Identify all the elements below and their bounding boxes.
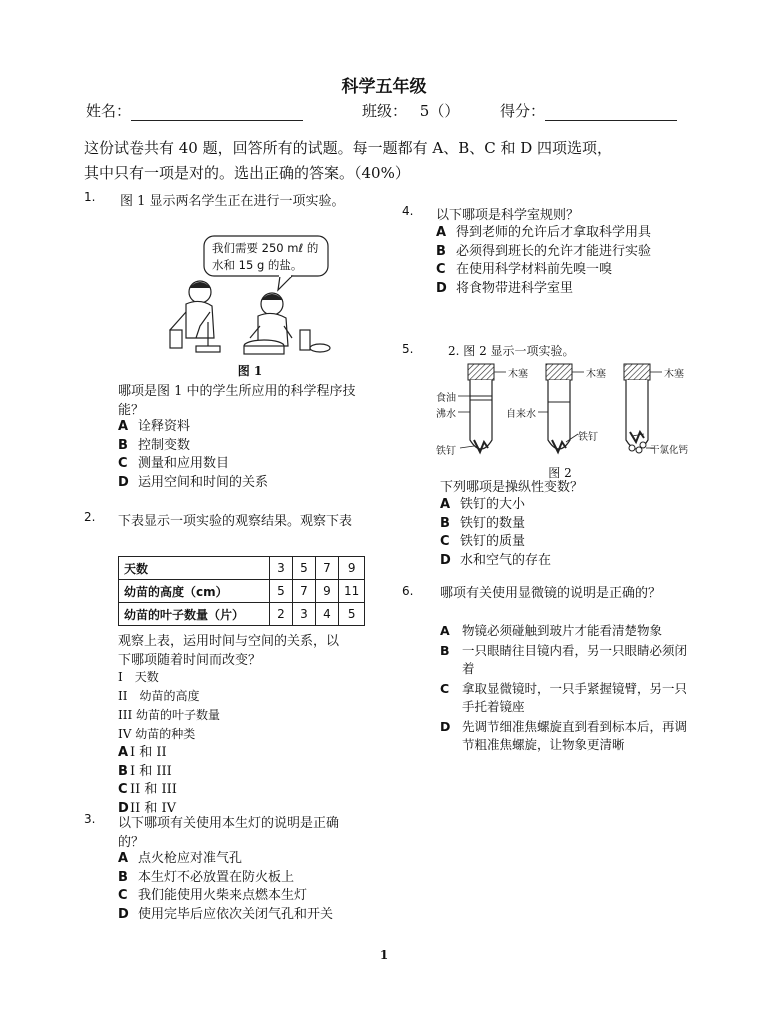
- q4-option-d[interactable]: D 将食物带进科学室里: [436, 280, 574, 296]
- label-boiled-water: 沸水: [436, 409, 456, 420]
- class-value: 5（）: [419, 102, 460, 120]
- q5-options: [440, 496, 680, 570]
- q2-item-3: III 幼苗的叶子数量: [118, 708, 221, 722]
- name-label: 姓名：: [86, 102, 132, 120]
- label-tap-water: 自来水: [506, 409, 536, 420]
- table-row: 天数 3 5 7 9: [119, 557, 365, 580]
- score-field[interactable]: [500, 100, 677, 121]
- page-number: 1: [379, 948, 389, 962]
- q3-options: [118, 850, 350, 924]
- q4-option-a[interactable]: A 得到老师的允许后才拿取科学用具: [436, 225, 652, 240]
- q1-number: 1.: [84, 190, 96, 204]
- q3-option-a[interactable]: A 点火枪应对准气孔: [118, 851, 243, 866]
- q2-option-a[interactable]: A I 和 II: [118, 745, 167, 760]
- q5-option-b[interactable]: B 铁钉的数量: [440, 515, 526, 531]
- q5-stem: 2. 图 2 显示一项实验。: [448, 344, 575, 358]
- speech-line-1: 我们需要 250 mℓ 的: [212, 241, 319, 255]
- q2-items: [118, 668, 348, 744]
- q5-question: 下列哪项是操纵性变数？: [440, 480, 584, 495]
- q4-option-c[interactable]: C 在使用科学材料前先嗅一嗅: [436, 262, 613, 277]
- q3-number: 3.: [84, 812, 96, 826]
- score-blank[interactable]: [545, 106, 677, 121]
- label-cork-2: 木塞: [586, 369, 606, 380]
- class-label: 班级：: [362, 102, 408, 120]
- speech-line-2: 水和 15 g 的盐。: [212, 258, 303, 272]
- q2-item-2: II 幼苗的高度: [118, 689, 200, 703]
- q1-option-a[interactable]: A 诠释资料: [118, 419, 191, 434]
- label-dry-calcium-chloride: 干氯化钙: [650, 445, 689, 456]
- q6-option-c[interactable]: C 拿取显微镜时，一只手紧握镜臂，另一只手托着镜座: [440, 681, 688, 714]
- q4-question: 以下哪项是科学室规则？: [436, 208, 580, 223]
- q2-stem: 下表显示一项实验的观察结果。观察下表: [118, 514, 353, 529]
- q1-option-c[interactable]: C 测量和应用数目: [118, 456, 230, 471]
- instructions-line-1: 这份试卷共有 40 题，回答所有的试题。每一题都有 A、B、C 和 D 四项选项，: [84, 139, 613, 157]
- name-blank[interactable]: [131, 106, 303, 121]
- q1-option-b[interactable]: B 控制变数: [118, 437, 191, 453]
- table-row: 幼苗的高度（cm） 5 7 9 11: [119, 580, 365, 603]
- label-nail-2: 铁钉: [578, 432, 598, 443]
- q5-number: 5.: [402, 342, 414, 356]
- label-cork-1: 木塞: [508, 369, 528, 380]
- q5-option-c[interactable]: C 铁钉的质量: [440, 534, 526, 549]
- figure-1-caption: 图 1: [237, 364, 263, 378]
- label-cork-3: 木塞: [664, 369, 684, 380]
- q5-option-a[interactable]: A 铁钉的大小: [440, 497, 526, 512]
- q5-option-d[interactable]: D 水和空气的存在: [440, 552, 552, 568]
- q2-option-d[interactable]: D II 和 IV: [118, 800, 177, 816]
- q6-number: 6.: [402, 584, 414, 598]
- q6-option-a[interactable]: A 物镜必须碰触到玻片才能看清楚物象: [440, 623, 663, 638]
- q4-number: 4.: [402, 204, 414, 218]
- q4-option-b[interactable]: B 必须得到班长的允许才能进行实验: [436, 243, 652, 259]
- label-nail-1: 铁钉: [436, 446, 456, 457]
- q3-option-d[interactable]: D 使用完毕后应依次关闭气孔和开关: [118, 906, 334, 922]
- q2-item-1: I 天数: [118, 670, 159, 684]
- observation-table: [118, 556, 365, 626]
- q2-option-c[interactable]: C II 和 III: [118, 782, 177, 797]
- class-field: [362, 100, 459, 121]
- instructions-line-2: 其中只有一项是对的。选出正确的答案。（40%）: [84, 164, 410, 182]
- q3-question: 以下哪项有关使用本生灯的说明是正确的？: [118, 816, 340, 850]
- q3-option-b[interactable]: B 本生灯不必放置在防火板上: [118, 869, 295, 885]
- q2-number: 2.: [84, 510, 96, 524]
- name-field[interactable]: [86, 100, 303, 121]
- q2-item-4: IV 幼苗的种类: [118, 727, 196, 741]
- q4-options: [436, 224, 664, 298]
- q6-question: 哪项有关使用显微镜的说明是正确的？: [440, 586, 662, 601]
- speech-bubble-text: [212, 240, 318, 274]
- q1-figure: [160, 234, 340, 358]
- q2-question: 观察上表，运用时间与空间的关系，以下哪项随着时间而改变？: [118, 634, 340, 668]
- label-oil: 食油: [436, 393, 456, 404]
- q3-option-c[interactable]: C 我们能使用火柴来点燃本生灯: [118, 888, 308, 903]
- instructions: [84, 136, 704, 186]
- q1-options: [118, 418, 368, 492]
- q1-question: 哪项是图 1 中的学生所应用的科学程序技能？: [118, 384, 356, 418]
- q2-option-b[interactable]: B I 和 III: [118, 763, 172, 779]
- test-tubes-figure: [436, 362, 704, 462]
- page-title: 科学五年级: [341, 77, 427, 97]
- figure-2-caption: 图 2: [548, 466, 572, 480]
- q6-option-d[interactable]: D 先调节细准焦螺旋直到看到标本后，再调节粗准焦螺旋，让物象更清晰: [440, 719, 688, 752]
- q2-options: [118, 744, 348, 818]
- q1-option-d[interactable]: D 运用空间和时间的关系: [118, 474, 269, 490]
- q6-option-b[interactable]: B 一只眼睛往目镜内看，另一只眼睛必须闭着: [440, 643, 688, 676]
- score-label: 得分：: [500, 102, 546, 120]
- q1-stem: 图 1 显示两名学生正在进行一项实验。: [120, 194, 345, 209]
- q6-options: [440, 622, 692, 754]
- table-row: 幼苗的叶子数量（片） 2 3 4 5: [119, 603, 365, 626]
